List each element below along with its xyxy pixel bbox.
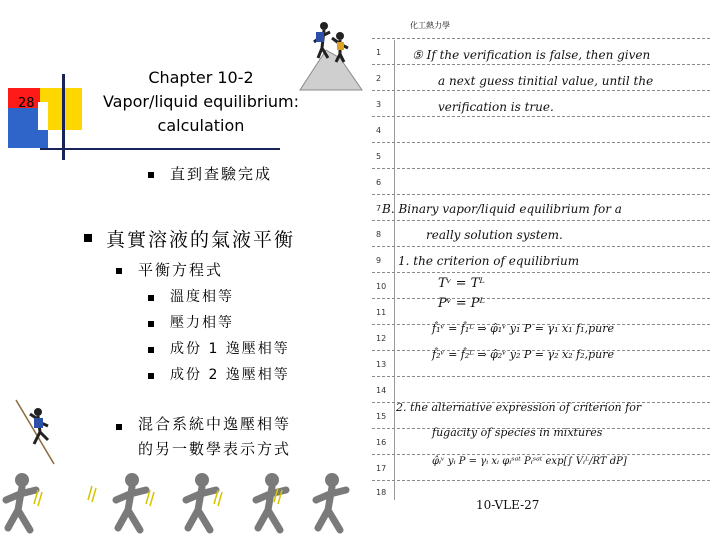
line-number: 10 — [376, 282, 387, 291]
note-line: Pᵛ = Pᴸ — [438, 296, 485, 311]
last-item-line-1: 混合系統中逸壓相等 — [138, 415, 292, 433]
line-number: 15 — [376, 412, 387, 421]
bullet-marker — [148, 373, 154, 379]
condition-item: 成份 2 逸壓相等 — [170, 367, 290, 383]
handwritten-notes-panel — [372, 18, 710, 513]
note-line: 1. the criterion of equilibrium — [398, 254, 580, 268]
note-line: φ̂ᵢᵛ yᵢ P = γᵢ xᵢ φᵢˢᵃᵗ Pᵢˢᵃᵗ exp[∫ Vᵢᴸ/RT dP] — [432, 456, 627, 467]
main-heading: 真實溶液的氣液平衡 — [106, 229, 296, 251]
page-number: 28 — [18, 96, 35, 111]
title-line-1: Chapter 10-2 — [148, 68, 254, 87]
line-number: 14 — [376, 386, 387, 395]
line-number: 17 — [376, 464, 387, 473]
line-number: 13 — [376, 360, 387, 369]
top-item-text: 直到查驗完成 — [170, 165, 273, 183]
line-number: 16 — [376, 438, 387, 447]
bullet-marker — [84, 234, 92, 242]
note-line: verification is true. — [438, 100, 554, 114]
line-number: 12 — [376, 334, 387, 343]
line-number: 3 — [376, 100, 382, 109]
line-number: 7 — [376, 204, 382, 213]
note-line: a next guess tinitial value, until the — [438, 74, 654, 88]
bullet-marker — [148, 321, 154, 327]
rope-climber-icon — [10, 398, 60, 468]
bullet-marker — [116, 424, 122, 430]
title-divider-horizontal — [40, 148, 280, 150]
notes-header: 化工熱力學 — [410, 21, 450, 30]
corner-decoration-gap — [38, 102, 48, 130]
line-number: 8 — [376, 230, 382, 239]
bullet-marker — [148, 172, 154, 178]
note-line: f̂₁ᵛ = f̂₁ᴸ ⇒ φ̂₁ᵛ y₁ P = γ₁ x₁ f₁,pure — [432, 322, 614, 335]
note-footer: 10-VLE-27 — [476, 498, 540, 512]
bullet-marker — [148, 295, 154, 301]
title-line-3: calculation — [157, 116, 245, 135]
note-line: f̂₂ᵛ = f̂₂ᴸ ⇒ φ̂₂ᵛ y₂ P = γ₂ x₂ f₂,pure — [432, 348, 614, 361]
note-line: fugacity of species in mixtures — [432, 426, 603, 439]
line-number: 4 — [376, 126, 382, 135]
note-line: 2. the alternative expression of criterion for — [396, 401, 642, 414]
title-line-2: Vapor/liquid equilibrium: — [102, 92, 300, 111]
line-number: 2 — [376, 74, 382, 83]
condition-item: 成份 1 逸壓相等 — [170, 341, 290, 357]
line-number: 1 — [376, 48, 382, 57]
line-number: 18 — [376, 488, 387, 497]
bullet-marker — [148, 347, 154, 353]
note-line: ⑤ If the verification is false, then given — [412, 48, 651, 62]
climbers-on-peak-icon — [296, 14, 366, 92]
condition-item: 溫度相等 — [170, 289, 234, 305]
line-number: 5 — [376, 152, 382, 161]
last-item-line-2: 的另一數學表示方式 — [138, 440, 292, 458]
runners-decoration — [0, 470, 360, 536]
notes-margin-line — [394, 40, 395, 500]
line-number: 6 — [376, 178, 382, 187]
note-line: Tᵛ = Tᴸ — [438, 276, 485, 291]
note-line: really solution system. — [426, 228, 563, 242]
slide-title — [92, 66, 310, 138]
bullet-marker — [116, 268, 122, 274]
line-number: 11 — [376, 308, 387, 317]
sub-heading: 平衡方程式 — [138, 261, 224, 279]
note-line: B. Binary vapor/liquid equilibrium for a — [382, 202, 622, 216]
line-number: 9 — [376, 256, 382, 265]
condition-item: 壓力相等 — [170, 315, 234, 331]
